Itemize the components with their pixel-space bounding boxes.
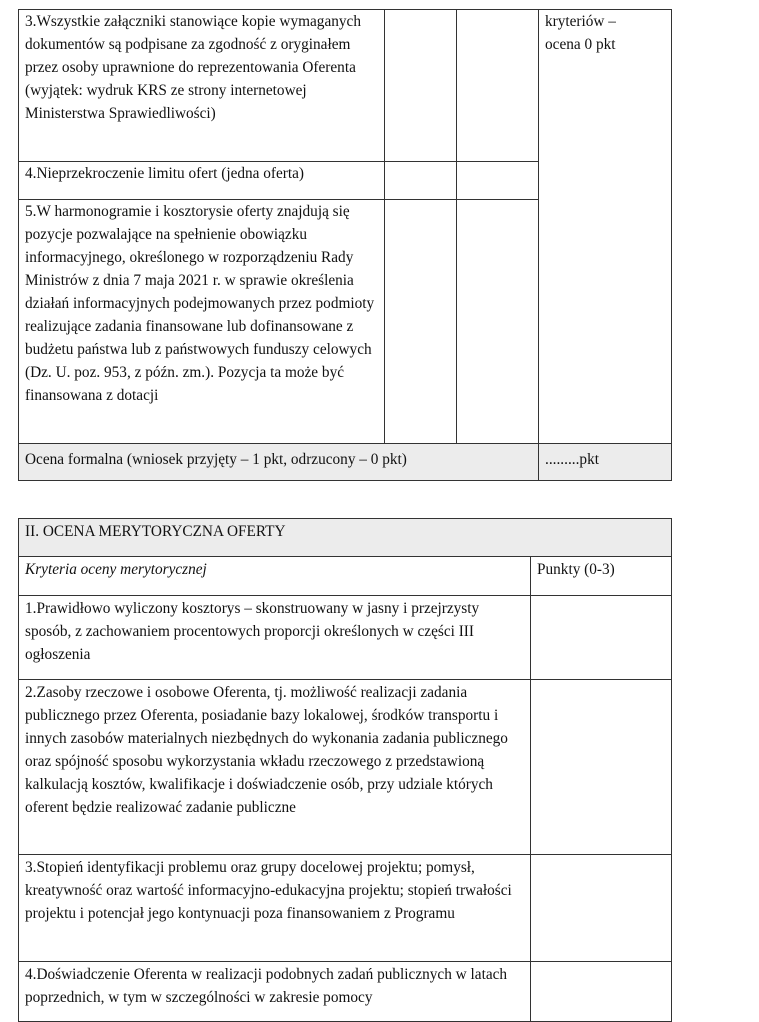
points-cell: [531, 962, 672, 1022]
criterion-text: 4.Nieprzekroczenie limitu ofert (jedna oferta): [25, 165, 305, 182]
points-cell: [531, 680, 672, 855]
check-cell-yes: [385, 162, 457, 200]
criteria-header: Kryteria oceny merytorycznej: [25, 561, 207, 578]
merit-criterion-text: 2.Zasoby rzeczowe i osobowe Oferenta, tj. możliwość realizacji zadania publicznego przez Oferenta, posiadanie bazy lokalowej, środków transportu i innych zasobów materialnych niezbędnych do wykonania zadania publicznego oraz spójność sposobu wykorzystania wkładu rzeczowego z przedstawioną kalkulacją kosztów, kwalifikacje i doświadczenie osób, przy udziale których oferent będzie realizować zadanie publiczne: [25, 684, 508, 816]
points-cell: [531, 596, 672, 680]
merit-criterion-cell: [19, 680, 531, 855]
points-header-cell: [531, 557, 672, 596]
points-cell: [531, 855, 672, 962]
points-header: Punkty (0-3): [537, 561, 615, 578]
side-note-cell: [539, 10, 672, 444]
side-note-text: kryteriów – ocena 0 pkt: [545, 13, 616, 53]
formal-summary-value: .........pkt: [545, 451, 599, 468]
criterion-cell: [19, 162, 385, 200]
criteria-header-cell: [19, 557, 531, 596]
formal-evaluation-table: [18, 9, 672, 481]
merit-evaluation-table: [18, 518, 672, 1022]
merit-criterion-text: 4.Doświadczenie Oferenta w realizacji podobnych zadań publicznych w latach poprzednich, w tym w szczególności w zakresie pomocy: [25, 966, 508, 1006]
check-cell-no: [457, 10, 539, 162]
criterion-text: 5.W harmonogramie i kosztorysie oferty znajdują się pozycje pozwalające na spełnienie obowiązku informacyjnego, określonego w rozporządzeniu Rady Ministrów z dnia 7 maja 2021 r. w sprawie określenia działań informacyjnych podejmowanych przez podmioty realizujące zadania finansowane lub dofinansowane z budżetu państwa lub z państwowych funduszy celowych (Dz. U. poz. 953, z późn. zm.). Pozycja ta może być finansowana z dotacji: [25, 203, 375, 404]
section-title: II. OCENA MERYTORYCZNA OFERTY: [25, 523, 286, 540]
criterion-cell: [19, 200, 385, 444]
check-cell-yes: [385, 200, 457, 444]
formal-summary-label: Ocena formalna (wniosek przyjęty – 1 pkt, odrzucony – 0 pkt): [25, 451, 407, 468]
merit-criterion-cell: [19, 596, 531, 680]
merit-criterion-text: 3.Stopień identyfikacji problemu oraz grupy docelowej projektu; pomysł, kreatywność oraz wartość informacyjno-edukacyjna projektu; stopień trwałości projektu i potencjał jego kontynuacji poza finansowaniem z Programu: [25, 859, 512, 922]
merit-criterion-cell: [19, 855, 531, 962]
merit-criterion-text: 1.Prawidłowo wyliczony kosztorys – skonstruowany w jasny i przejrzysty sposób, z zachowaniem procentowych proporcji określonych w części III ogłoszenia: [25, 600, 480, 663]
check-cell-no: [457, 162, 539, 200]
check-cell-yes: [385, 10, 457, 162]
formal-summary-label-cell: [19, 444, 539, 481]
criterion-text: 3.Wszystkie załączniki stanowiące kopie wymaganych dokumentów są podpisane za zgodność z oryginałem przez osoby uprawnione do reprezentowania Oferenta (wyjątek: wydruk KRS ze strony internetowej Ministerstwa Sprawiedliwości): [25, 13, 361, 122]
merit-criterion-cell: [19, 962, 531, 1022]
section-title-cell: [19, 519, 672, 557]
check-cell-no: [457, 200, 539, 444]
criterion-cell: [19, 10, 385, 162]
formal-summary-value-cell: [539, 444, 672, 481]
